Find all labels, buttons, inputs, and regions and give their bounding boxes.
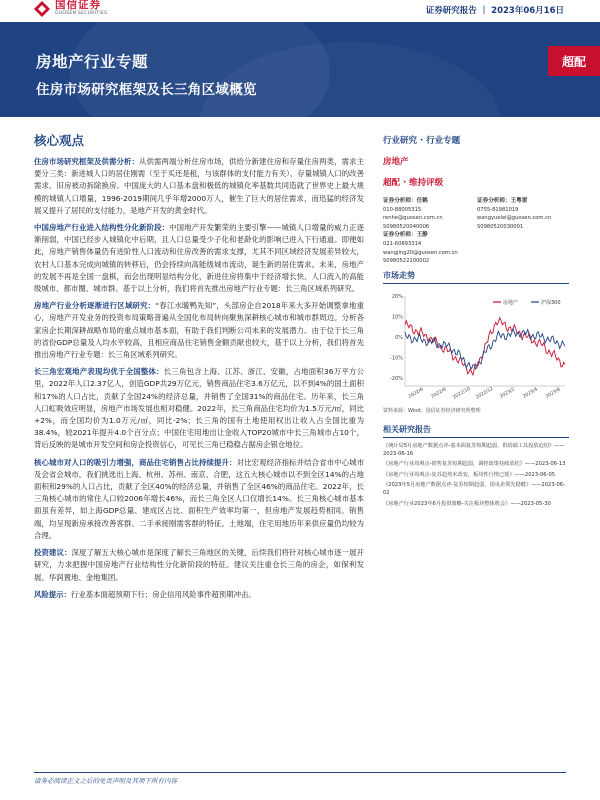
paragraph xyxy=(34,300,364,361)
analyst-email[interactable]: wangjing20@guosen.com.cn xyxy=(383,249,458,256)
rating-badge: 超配 xyxy=(548,46,600,76)
analyst-phone: 021-60893314 xyxy=(383,240,422,247)
related-report-link[interactable]: 《房地产行业2023年6月投资策略-关注板块整体机会》——2023-05-30 xyxy=(383,500,551,507)
paragraph xyxy=(34,547,364,584)
analyst-phone: 010-88005315 xyxy=(383,206,422,213)
analyst-card xyxy=(383,197,477,231)
paragraph-lead: 房地产行业分析逐渐进行区域研究： xyxy=(34,301,156,311)
paragraph-lead: 住房市场研究框架及供需分析： xyxy=(34,157,140,166)
footer-disclaimer: 请务必阅读正文之后的免责声明及其项下所有内容 xyxy=(34,777,177,785)
y-tick-label: 10% xyxy=(391,314,403,321)
chart-source: 资料来源：Wind、国信证券经济研究所整理 xyxy=(383,407,481,414)
logo-text-cn: 国信证券 xyxy=(55,0,101,11)
analyst-name: 证券分析师：王静 xyxy=(383,232,428,239)
y-tick-label: -10% xyxy=(390,355,403,362)
x-tick-label: 2022/12 xyxy=(475,386,495,401)
paragraph-list xyxy=(34,156,364,601)
report-subtitle: 住房市场研究框架及长三角区域概览 xyxy=(36,82,257,98)
report-title: 房地产行业专题 xyxy=(36,53,149,71)
paragraph-text: 深度了解五大核心城市是深度了解长三角地区的关键，后续我们将针对核心城市逐一展开研究，力求把握中国房地产行业结构性分化新阶段的特征。建议关注重仓长三角的房企，如保利发展、华润置地、金地集团。 xyxy=(34,548,364,582)
legend-label: 沪深300 xyxy=(541,299,561,306)
analyst-list xyxy=(383,197,569,266)
paragraph-text: 中国地产开发繁荣的主要引擎——城镇人口增量的威力正逐渐削弱，中国已经步入城镇化中后期，且人口总量受少子化和老龄化的影响已进入下行通道。即便如此，房地产销售体量仍有进阶性人口流动和住房改善的需求支撑，尤其不同区域经济发展差异较大，农村人口基本完成向城镇的转移后，仍会持续向高能级城市流动，诞生新的居住需求。未来，房地产的发展不再是全国一盘棋，而会出现明显结构分化，新进住房将集中于经济增长快、人口流入的高能级城市、都市圈、城市群。基于以上分析，我们将首先推出房地产行业专题：长三角区域系列研究。 xyxy=(34,223,364,294)
related-reports-heading: 相关研究报告 xyxy=(383,424,569,438)
analyst-email[interactable]: renhe@guosen.com.cn xyxy=(383,215,443,222)
sidebar xyxy=(383,134,569,510)
paragraph-text: 行业基本面超预期下行；房企信用风险事件超预期冲击。 xyxy=(70,589,256,599)
paragraph-lead: 投资建议： xyxy=(34,548,72,558)
market-trend-heading: 市场走势 xyxy=(383,270,569,284)
industry-name: 房地产 xyxy=(383,157,409,167)
related-report-link[interactable]: 《2023年5月房地产数据点评-复苏短期趋弱，国央企领先稳健》——2023-06-02 xyxy=(383,481,565,497)
market-trend-chart xyxy=(383,288,569,406)
related-report-link[interactable]: 《房地产行业周观点-销售复苏短期趋弱，调控政策持续放松》——2023-06-13 xyxy=(383,461,566,468)
analyst-cert: S0980520030001 xyxy=(477,223,524,230)
paragraph xyxy=(34,457,364,542)
logo-text-en: GUOSEN SECURITIES xyxy=(55,11,108,16)
analyst-email[interactable]: wangyuelei@guosen.com.cn xyxy=(477,215,552,222)
guosen-logo-icon xyxy=(34,1,50,17)
x-tick-label: 2023/4 xyxy=(522,387,539,400)
y-tick-label: 20% xyxy=(391,293,403,300)
paragraph xyxy=(34,366,364,451)
series-line-1 xyxy=(405,328,565,369)
paragraph-text: 长三角包含上海、江苏、浙江、安徽，占地面积36万平方公里，2022年人口2.37亿人，创造GDP共29万亿元，销售商品住宅3.6万亿元，以不到4%的国土面积和17%的人口占比，贡献了全国24%的经济总量，并销售了全国31%的商品住宅。历年来，长三角人口虹吸效应明显，房地产市场发展也相对稳健。2022年，长三角商品住宅均价为1.5万元/㎡，同比+2%，而全国均价为1.0万元/㎡，同比-2%；长三角的国有土地使用权出让收入占全国比重为38.4%，较2021年提升4.0个百分点；中国住宅用地出让金收入TOP20城市中长三角城市占10个，背后反映的是城市开发空间和房企投资信心，可见长三角已稳稳占据房企银仓地位。 xyxy=(34,367,364,450)
analyst-name: 证券分析师：王粤雷 xyxy=(477,198,528,204)
x-tick-label: 2022/8 xyxy=(430,387,448,400)
legend-label: 房地产 xyxy=(503,299,519,306)
related-reports-list xyxy=(383,442,569,508)
paragraph xyxy=(34,156,364,217)
title-banner xyxy=(0,22,600,117)
trend-chart-svg xyxy=(383,288,569,406)
x-tick-label: 2023/2 xyxy=(499,387,516,400)
analyst-name: 证券分析师：任鹤 xyxy=(383,198,428,204)
report-type-date: 证券研究报告 ｜ 2023年06月16日 xyxy=(425,6,564,16)
paragraph-lead: 风险提示： xyxy=(34,589,71,599)
report-category: 行业研究 · 行业专题 xyxy=(383,136,461,146)
footer-divider xyxy=(34,772,566,773)
related-report-link[interactable]: 《统计局5月房地产数据点评-基本面复苏短期趋弱，供给端工具投放迫切》——2023-06-16 xyxy=(383,442,565,458)
top-bar xyxy=(0,0,600,22)
analyst-cert: S0980520040006 xyxy=(383,223,430,230)
y-tick-label: -20% xyxy=(390,375,403,382)
series-line-0 xyxy=(405,317,565,374)
x-tick-label: 2023/6 xyxy=(545,387,562,400)
analyst-cert: S0980522100002 xyxy=(383,258,430,265)
paragraph-lead: 核心城市对人口的吸引力增强，商品住宅销售占比持续提升： xyxy=(34,457,237,467)
y-tick-label: 0% xyxy=(395,334,403,341)
paragraph xyxy=(34,222,364,295)
x-tick-label: 2022/6 xyxy=(407,387,425,400)
paragraph-lead: 中国房地产行业进入结构性分化新阶段： xyxy=(34,223,170,233)
industry-rating: 超配 · 维持评级 xyxy=(383,178,444,188)
core-views-column xyxy=(34,131,364,606)
analyst-card xyxy=(477,197,569,231)
analyst-card xyxy=(383,231,477,265)
paragraph-text: “春江水暖鸭先知”，头部房企自2018年来大多开始调整拿地重心，房地产开发业务的投资布局策略普遍从全国化布局转向聚焦深耕核心城市和城市群周边。分析各家房企长期深耕战略布局的重点城市基本面，有助于我们判断公司未来的发展潜力。由于位于长三角的省份GDP总量及人均水平较高，且相应商品住宅销售金额贡献也较大，基于以上分析，我们将首先推出房地产行业专题：长三角区域系列研究。 xyxy=(34,301,364,360)
paragraph xyxy=(34,589,364,601)
x-tick-label: 2022/10 xyxy=(452,386,472,401)
paragraph-lead: 长三角宏观地产表现均优于全国整体： xyxy=(34,367,164,377)
logo xyxy=(34,0,107,17)
paragraph-text: 从供需两端分析住房市场，供给分新建住房和存量住房两类，需求主要分三类：新进城人口的居住刚需（至于买还是租，与该群体的支付能力有关）、存量城镇人口的改善需求、旧房被动拆除换房。中国庞大的人口基本盘和极低的城镇化率基数共同造就了世界史上最大规模的城镇人口增量，1996-2019期间几乎年增2000万人，催生了巨大的居住需求，而迅猛的经济发展又提升了居民的支付能力，是地产开发的黄金时代。 xyxy=(34,157,364,215)
section-title: 核心观点 xyxy=(34,133,85,148)
related-report-link[interactable]: 《房地产行业周观点-复苏趋势未改变，板块性行情已现》——2023-06-05 xyxy=(383,471,556,478)
paragraph-text: 对比宏观经济指标并结合省市中心城市及会省会城市，我们挑选出上海、杭州、苏州、南京、合肥，这五大核心城市以不到全区14%的占地面积和29%的人口占比，贡献了全区40%的经济总量，并销售了全区46%的商品住宅。2022年，长三角核心城市的常住人口较2006年增长46%，而长三角全区人口仅增长14%。长三角核心城市基本面虽有差异，如上海GDP总量、建成区占比、面积生产效率均第一，但房地产发展趋势相同。销售端，均呈现新房承接改善客群、二手承接刚需客群的特征。土地端，住宅用地历年来供应量仍均较为合理。 xyxy=(34,457,364,540)
analyst-phone: 0755-81981019 xyxy=(477,206,519,213)
